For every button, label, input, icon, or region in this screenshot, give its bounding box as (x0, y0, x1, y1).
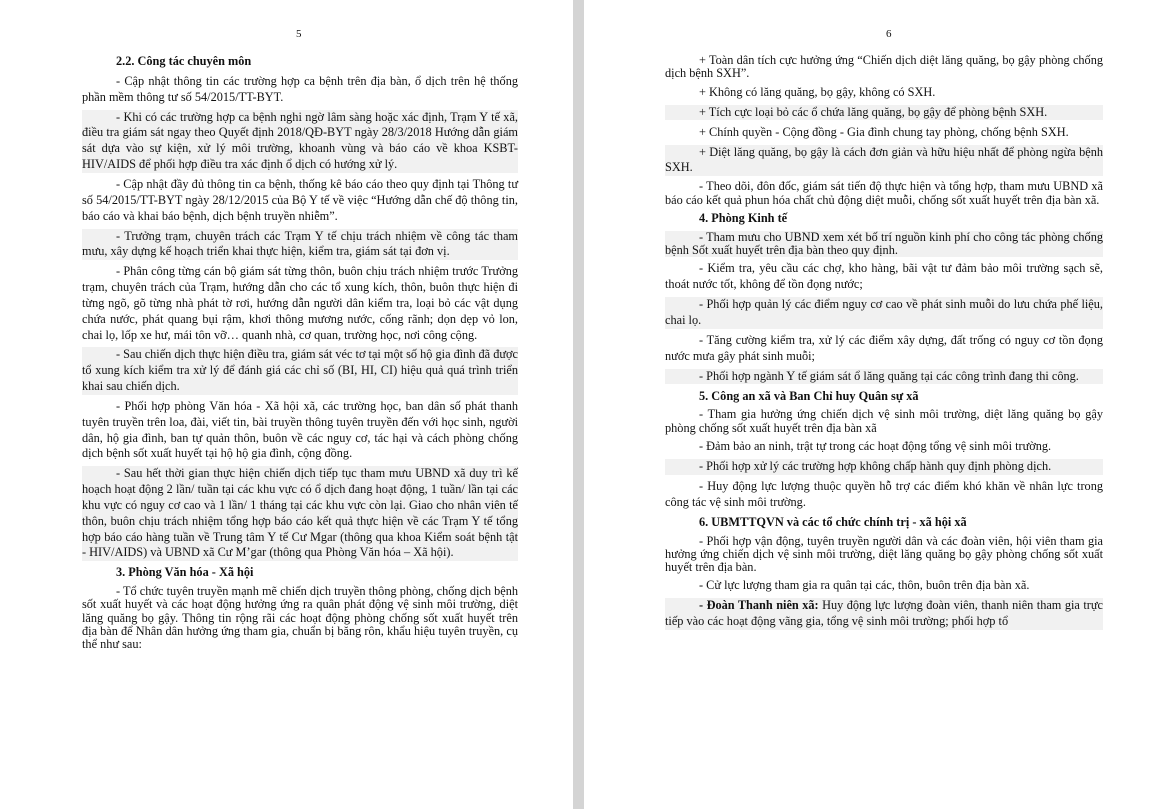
page-number: 5 (296, 28, 302, 40)
paragraph: - Phối hợp phòng Văn hóa - Xã hội xã, các trường học, ban dân số phát thanh tuyên truyền trên loa, đài, viết tin, bài truyền thông tuyên truyền đến với học sinh, người dân, hộ gia đình, ban tự quản thôn, buôn về các nguy cơ, tác hại và cách phòng chống dịch bệnh sốt xuất huyết tại hộ hộ gia đình, cộng đồng. (82, 399, 518, 461)
paragraph: - Sau hết thời gian thực hiện chiến dịch tiếp tục tham mưu UBND xã duy trì kế hoạch hoạt động 2 lần/ tuần tại các khu vực có ổ dịch đang hoạt động, 1 tuần/ lần tại các khu vực có nguy cơ cao và 1 lần/ 1 tháng tại các khu vực còn lại. Giao cho nhân viên tế thôn, buôn chịu trách nhiệm tổng hợp báo cáo kết quả thực hiện về các Trạm Y tế tổng hợp báo cáo hàng tuần về Trung tâm Y tế Cư Mgar (thông qua khoa Kiểm soát bệnh tật - HIV/AIDS) và UBND xã Cư M’gar (thông qua Phòng Văn hóa – Xã hội). (82, 466, 518, 560)
bullet-item: + Diệt lăng quăng, bọ gậy là cách đơn giản và hữu hiệu nhất để phòng ngừa bệnh SXH. (665, 144, 1103, 175)
section-heading-2-2: 2.2. Công tác chuyên môn (116, 54, 252, 68)
paragraph: - Phối hợp xử lý các trường hợp không chấp hành quy định phòng dịch. (665, 459, 1103, 475)
paragraph: - Huy động lực lượng thuộc quyền hỗ trợ các điểm khó khăn về nhân lực trong công tác vệ sinh môi trường. (665, 479, 1103, 509)
paragraph: - Tham mưu cho UBND xem xét bố trí nguồn kinh phí cho công tác phòng chống bệnh Sốt xuất huyết trên địa bàn theo quy định. (665, 229, 1103, 257)
section-heading-5: 5. Công an xã và Ban Chỉ huy Quân sự xã (699, 388, 919, 403)
paragraph: - Sau chiến dịch thực hiện điều tra, giám sát véc tơ tại một số hộ gia đình đã được tổ xung kích kiểm tra xử lý để đánh giá các chỉ số (BI, HI, CI) hiệu quả quá trình triển khai sau chiến dịch. (82, 347, 518, 394)
paragraph (665, 598, 1103, 630)
paragraph: - Theo dõi, đôn đốc, giám sát tiến độ thực hiện và tổng hợp, tham mưu UBND xã báo cáo kết quả phun hóa chất chủ động diệt muỗi, chống sốt xuất huyết trên địa bàn xã. (665, 179, 1103, 207)
paragraph: - Kiểm tra, yêu cầu các chợ, kho hàng, bãi vật tư đảm bảo môi trường sạch sẽ, thoát nước tốt, không để tồn đọng nước; (665, 261, 1103, 292)
page-number: 6 (886, 28, 892, 40)
section-heading-3: 3. Phòng Văn hóa - Xã hội (116, 565, 254, 580)
page-divider (573, 0, 584, 809)
section-heading-4: 4. Phòng Kinh tế (699, 210, 788, 225)
paragraph: - Cập nhật đầy đủ thông tin ca bệnh, thống kê báo cáo theo quy định tại Thông tư số 54/2015/TT-BYT ngày 28/12/2015 của Bộ Y tế về việc “Hướng dẫn chế độ thông tin, báo cáo và khai báo bệnh, dịch bệnh truyền nhiễm”. (82, 176, 518, 223)
page-content (665, 54, 1103, 634)
paragraph: - Phối hợp quản lý các điểm nguy cơ cao về phát sinh muỗi do lưu chứa phế liệu, chai lọ. (665, 297, 1103, 327)
document-page-6 (584, 0, 1153, 809)
bullet-item: + Chính quyền - Cộng đồng - Gia đình chung tay phòng, chống bệnh SXH. (699, 124, 1069, 139)
paragraph: - Trưởng trạm, chuyên trách các Trạm Y tế chịu trách nhiệm về công tác tham mưu, xây dựng kế hoạch triển khai thực hiện, kiểm tra, giám sát tại đơn vị. (82, 228, 518, 259)
bullet-item: + Không có lăng quăng, bọ gậy, không có SXH. (699, 84, 936, 99)
paragraph: - Tăng cường kiểm tra, xử lý các điểm xây dựng, đất trống có nguy cơ tồn đọng nước mưa gây phát sinh muỗi; (665, 332, 1103, 363)
paragraph: - Cập nhật thông tin các trường hợp ca bệnh trên địa bàn, ổ dịch trên hệ thống phần mềm thông tư số 54/2015/TT-BYT. (82, 73, 518, 104)
paragraph: - Tham gia hưởng ứng chiến dịch vệ sinh môi trường, diệt lăng quăng bọ gậy phòng chống sốt xuất huyết trên địa bàn xã (665, 407, 1103, 435)
section-heading-6: 6. UBMTTQVN và các tổ chức chính trị - xã hội xã (699, 514, 967, 529)
paragraph: - Cử lực lượng tham gia ra quân tại các, thôn, buôn trên địa bàn xã. (699, 578, 1030, 593)
bullet-item: + Tích cực loại bỏ các ổ chứa lăng quăng, bọ gậy để phòng bệnh SXH. (665, 105, 1103, 121)
page-content (82, 54, 518, 655)
paragraph: - Đảm bảo an ninh, trật tự trong các hoạt động tổng vệ sinh môi trường. (699, 439, 1052, 454)
document-page-5 (0, 0, 573, 809)
paragraph: - Phối hợp vận động, tuyên truyền người dân và các đoàn viên, hội viên tham gia hưởng ứng chiến dịch vệ sinh môi trường, diệt lăng quăng bọ gậy phòng chống sốt xuất huyết trên địa bàn. (665, 533, 1103, 574)
paragraph: - Khi có các trường hợp ca bệnh nghi ngờ lâm sàng hoặc xác định, Trạm Y tế xã, điều tra giám sát ngay theo Quyết định 2018/QĐ-BYT ngày 28/3/2018 Hướng dẫn giám sát dựa vào sự kiện, xử lý môi trường, khoanh vùng và báo cáo về khoa KSBT-HIV/AIDS để phối hợp điều tra xác định ổ dịch có hướng xử lý. (82, 109, 518, 171)
paragraph: - Phối hợp ngành Y tế giám sát ổ lăng quăng tại các công trình đang thi công. (665, 369, 1103, 385)
paragraph: - Phân công từng cán bộ giám sát từng thôn, buôn chịu trách nhiệm trước Trưởng trạm, chuyên trách của Trạm, hướng dẫn cho các tổ xung kích, thôn, buôn thực hiện đi từng ngõ, gõ từng nhà phát tờ rơi, hướng dẫn người dân kiểm tra, loại bỏ các vật dụng chứa nước, phát quang bụi rậm, khơi thông mương nước, cống rãnh; dọn dẹp vỏ lon, chai lọ, lốp xe hư, mái tôn vỡ… quanh nhà, cơ quan, trường học, nơi công cộng. (82, 264, 518, 342)
bullet-item: + Toàn dân tích cực hưởng ứng “Chiến dịch diệt lăng quăng, bọ gậy phòng chống dịch bệnh SXH”. (665, 53, 1103, 81)
paragraph-lead: - Đoàn Thanh niên xã: (699, 598, 819, 613)
paragraph-text: Huy động lực lượng đoàn viên, thanh niên tham gia trực tiếp vào các hoạt động vãng gia, tổng vệ sinh môi trường; phối hợp tổ (665, 598, 1103, 629)
paragraph: - Tổ chức tuyên truyền mạnh mẽ chiến dịch truyền thông phòng, chống dịch bệnh sốt xuất huyết và các hoạt động hưởng ứng ra quân phát động vệ sinh môi trường, diệt lăng quăng bọ gậy. Thông tin rộng rãi các hoạt động phòng chống sốt xuất huyết trên địa bàn để Nhân dân hưởng ứng tham gia, chuẩn bị băng rôn, khẩu hiệu tuyên truyền, cụ thể như sau: (82, 584, 518, 652)
